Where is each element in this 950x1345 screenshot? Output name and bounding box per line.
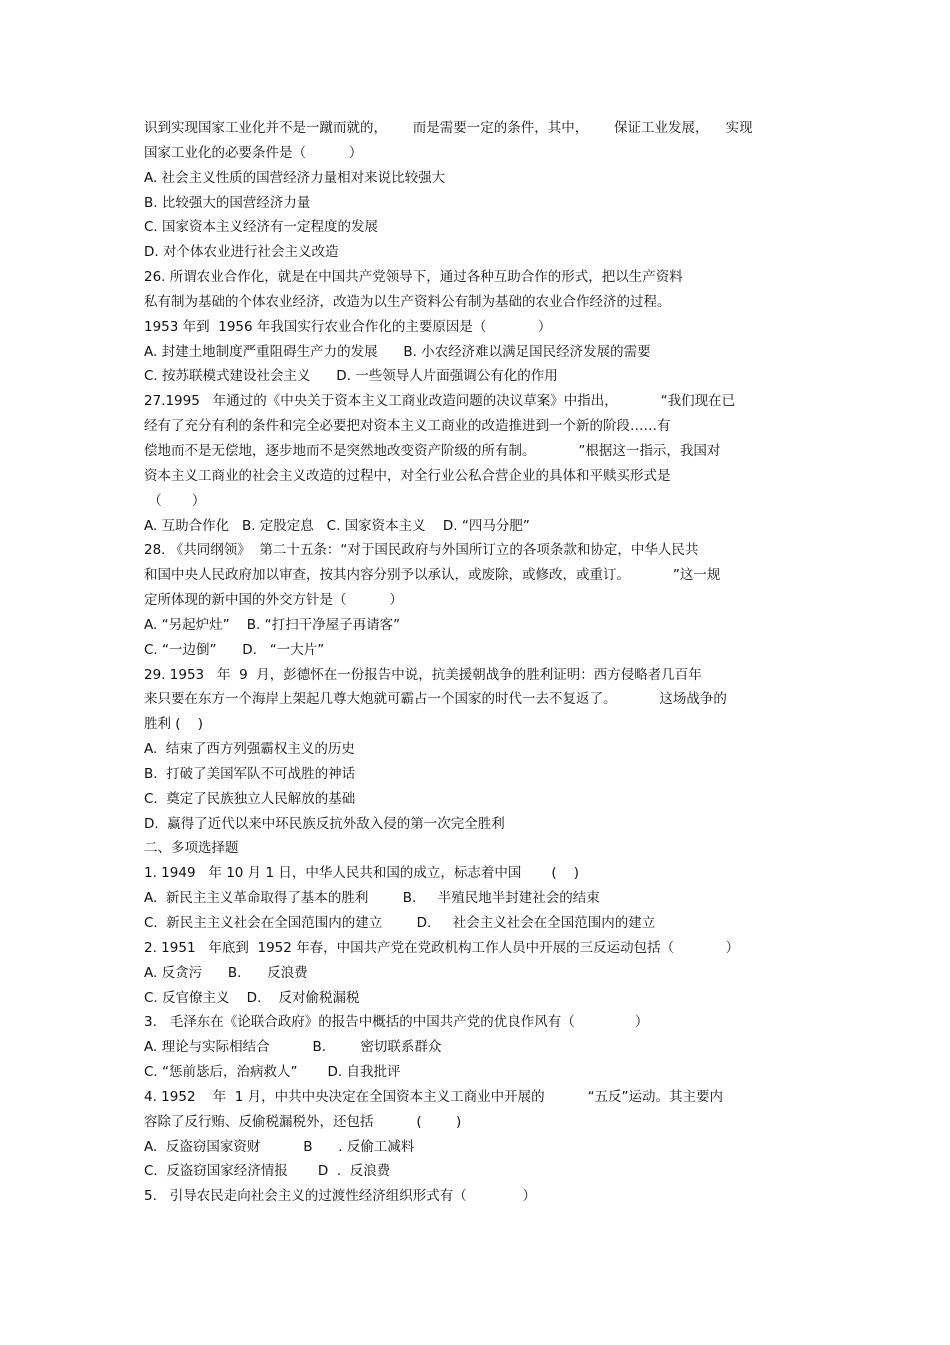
text-line: 3. 毛泽东在《论联合政府》的报告中概括的中国共产党的优良作风有（ ） (144, 1014, 649, 1031)
text-line: 1. 1949 年 10 月 1 日，中华人民共和国的成立，标志着中国 ( ) (144, 865, 580, 882)
text-line: 5. 引导农民走向社会主义的过渡性经济组织形式有（ ） (144, 1188, 537, 1205)
text-line: 29. 1953 年 9 月，彭德怀在一份报告中说，抗美援朝战争的胜利证明：西方侵略者几百年 (144, 666, 702, 683)
text-line: 2. 1951 年底到 1952 年春，中国共产党在党政机构工作人员中开展的三反运动包括（ ） (144, 939, 740, 956)
text-line: C. 反盗窃国家经济情报 D . 反浪费 (144, 1163, 391, 1180)
text-line: 4. 1952 年 1 月，中共中央决定在全国资本主义工商业中开展的 “五反”运动。其主要内 (144, 1088, 724, 1105)
text-line: C. 新民主主义社会在全国范围内的建立 D. 社会主义社会在全国范围内的建立 (144, 915, 656, 931)
text-line: C. 按苏联模式建设社会主义 D. 一些领导人片面强调公有化的作用 (144, 368, 558, 385)
text-line: C. 奠定了民族独立人民解放的基础 (144, 790, 356, 807)
text-line: 经有了充分有利的条件和完全必要把对资本主义工商业的改造推进到一个新的阶段……有 (144, 418, 671, 435)
text-line: C. 国家资本主义经济有一定程度的发展 (144, 219, 379, 236)
text-line: 定所体现的新中国的外交方针是（ ） (144, 592, 403, 609)
text-line: 27.1995 年通过的《中央关于资本主义工商业改造问题的决议草案》中指出， “我们现在已 (144, 393, 736, 410)
text-line: D. 对个体农业进行社会主义改造 (144, 244, 339, 261)
text-line: C. 反官僚主义 D. 反对偷税漏税 (144, 989, 360, 1006)
text-line: 国家工业化的必要条件是（ ） (144, 144, 363, 161)
text-line: 偿地而不是无偿地，逐步地而不是突然地改变资产阶级的所有制。 ”根据这一指示，我国对 (144, 442, 721, 459)
text-line: A. 社会主义性质的国营经济力量相对来说比较强大 (144, 169, 446, 186)
text-line: 识到实现国家工业化并不是一蹴而就的， 而是需要一定的条件，其中， 保证工业发展， 实现 (144, 120, 753, 136)
text-line: B. 比较强大的国营经济力量 (144, 194, 311, 211)
section-heading: 二、多项选择题 (144, 840, 239, 857)
text-line: A. 反盗窃国家资财 B . 反偷工减料 (144, 1138, 415, 1155)
text-line: 28. 《共同纲领》 第二十五条：“对于国民政府与外国所订立的各项条款和协定，中华人民共 (144, 542, 699, 559)
text-line: C. “惩前毖后，治病救人” D. 自我批评 (144, 1064, 401, 1081)
text-line: （ ） (144, 492, 206, 509)
text-line: 和国中央人民政府加以审查，按其内容分别予以承认，或废除，或修改，或重订。 ”这一规 (144, 567, 721, 584)
text-line: 容除了反行贿、反偷税漏税外，还包括 ( ) (144, 1113, 462, 1130)
text-line: A. 新民主主义革命取得了基本的胜利 B. 半殖民地半封建社会的结束 (144, 890, 600, 907)
text-line: B. 打破了美国军队不可战胜的神话 (144, 765, 356, 782)
document-page (144, 116, 804, 1209)
text-line: C. “一边倒” D. “一大片” (144, 641, 325, 658)
text-line: A. 互助合作化 B. 定股定息 C. 国家资本主义 D. “四马分肥” (144, 517, 530, 534)
text-line: 私有制为基础的个体农业经济，改造为以生产资料公有制为基础的农业合作经济的过程。 (144, 293, 671, 310)
text-line: 胜利 ( ) (144, 716, 203, 733)
text-line: A. “另起炉灶” B. “打扫干净屋子再请客” (144, 616, 401, 633)
text-line: D. 赢得了近代以来中环民族反抗外敌入侵的第一次完全胜利 (144, 815, 505, 832)
text-line: A. 结束了西方列强霸权主义的历史 (144, 741, 355, 758)
text-line: A. 理论与实际相结合 B. 密切联系群众 (144, 1039, 442, 1056)
text-line: 26. 所谓农业合作化，就是在中国共产党领导下，通过各种互助合作的形式，把以生产资料 (144, 269, 683, 286)
text-line: 资本主义工商业的社会主义改造的过程中，对全行业公私合营企业的具体和平赎买形式是 (144, 467, 671, 484)
text-line: 1953 年到 1956 年我国实行农业合作化的主要原因是（ ） (144, 318, 552, 335)
text-line: A. 封建土地制度严重阻碍生产力的发展 B. 小农经济难以满足国民经济发展的需要 (144, 343, 651, 360)
text-line: A. 反贪污 B. 反浪费 (144, 964, 308, 981)
text-line: 来只要在东方一个海岸上架起几尊大炮就可霸占一个国家的时代一去不复返了。 这场战争的 (144, 691, 727, 708)
